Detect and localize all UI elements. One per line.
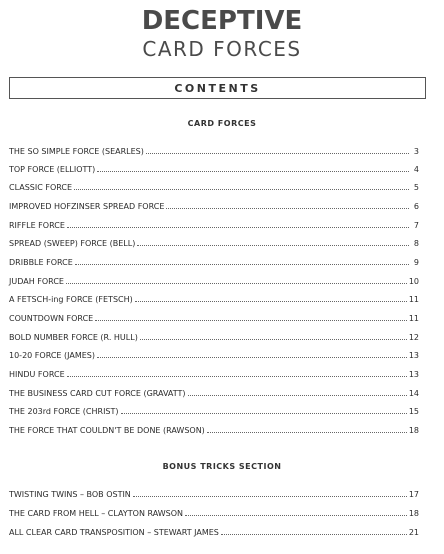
toc-entry-title: CLASSIC FORCE [9, 183, 73, 192]
toc-entry-page: 14 [408, 389, 419, 398]
toc-dot-leader [75, 264, 409, 265]
toc-entry[interactable] [9, 386, 419, 398]
toc-entry-title: HINDU FORCE [9, 370, 65, 379]
book-subtitle: CARD FORCES [142, 37, 302, 61]
toc-entry[interactable] [9, 404, 419, 416]
contents-label: CONTENTS [174, 81, 261, 95]
toc-entry[interactable] [9, 367, 419, 379]
toc-entry-page: 8 [413, 239, 419, 248]
toc-entry-title: THE SO SIMPLE FORCE (SEARLES) [9, 147, 144, 156]
toc-entry-page: 13 [408, 351, 419, 360]
toc-entry-title: SPREAD (SWEEP) FORCE (BELL) [9, 239, 136, 248]
toc-entry-title: BOLD NUMBER FORCE (R. HULL) [9, 333, 138, 342]
toc-entry-page: 13 [408, 370, 419, 379]
toc-entry-page: 10 [408, 277, 419, 286]
toc-entry[interactable] [9, 525, 419, 537]
toc-dot-leader [188, 395, 407, 396]
toc-entry[interactable] [9, 330, 419, 342]
toc-dot-leader [140, 339, 407, 340]
toc-entry-title: COUNTDOWN FORCE [9, 314, 94, 323]
toc-entry-page: 18 [408, 426, 419, 435]
toc-entry-title: THE FORCE THAT COULDN'T BE DONE (RAWSON) [9, 426, 205, 435]
toc-entry-title: DRIBBLE FORCE [9, 258, 73, 267]
toc-entry[interactable] [9, 487, 419, 499]
toc-entry-page: 18 [408, 509, 419, 518]
toc-entry-title: 10-20 FORCE (JAMES) [9, 351, 95, 360]
contents-banner [9, 77, 426, 99]
toc-entry[interactable] [9, 274, 419, 286]
toc-entry-page: 11 [408, 314, 419, 323]
toc-entry-page: 12 [408, 333, 419, 342]
toc-entry[interactable] [9, 162, 419, 174]
toc-entry-title: IMPROVED HOFZINSER SPREAD FORCE [9, 202, 165, 211]
toc-entry[interactable] [9, 236, 419, 248]
toc-dot-leader [121, 413, 407, 414]
toc-entry-title: THE 203rd FORCE (CHRIST) [9, 407, 119, 416]
toc-dot-leader [95, 320, 407, 321]
toc-entry-page: 7 [413, 221, 419, 230]
toc-entry-page: 17 [408, 490, 419, 499]
toc-entry[interactable] [9, 348, 419, 360]
toc-dot-leader [221, 534, 407, 535]
toc-entry[interactable] [9, 292, 419, 304]
toc-entry-page: 3 [413, 147, 419, 156]
toc-dot-leader [146, 153, 409, 154]
toc-entry-page: 11 [408, 295, 419, 304]
book-title: DECEPTIVE [141, 6, 303, 36]
toc-entry-title: RIFFLE FORCE [9, 221, 65, 230]
toc-entry-page: 6 [413, 202, 419, 211]
toc-entry-page: 21 [408, 528, 419, 537]
section-heading-bonus-tricks: BONUS TRICKS SECTION [162, 462, 282, 471]
toc-entry-title: ALL CLEAR CARD TRANSPOSITION – STEWART JAMES [9, 528, 219, 537]
toc-entry-title: THE BUSINESS CARD CUT FORCE (GRAVATT) [9, 389, 186, 398]
toc-entry-title: TOP FORCE (ELLIOTT) [9, 165, 96, 174]
section-heading-card-forces: CARD FORCES [187, 119, 257, 128]
toc-dot-leader [67, 376, 407, 377]
toc-dot-leader [185, 515, 407, 516]
toc-entry[interactable] [9, 255, 419, 267]
toc-entry[interactable] [9, 311, 419, 323]
toc-entry[interactable] [9, 180, 419, 192]
toc-entry-page: 5 [413, 183, 419, 192]
toc-dot-leader [67, 227, 409, 228]
toc-entry-title: A FETSCH-ing FORCE (FETSCH) [9, 295, 133, 304]
toc-entry-page: 15 [408, 407, 419, 416]
toc-entry-page: 4 [413, 165, 419, 174]
toc-dot-leader [97, 171, 409, 172]
toc-dot-leader [137, 245, 409, 246]
toc-dot-leader [207, 432, 407, 433]
toc-entry-title: THE CARD FROM HELL – CLAYTON RAWSON [9, 509, 184, 518]
toc-entry[interactable] [9, 218, 419, 230]
toc-entry[interactable] [9, 199, 419, 211]
toc-dot-leader [135, 301, 407, 302]
toc-dot-leader [133, 496, 407, 497]
toc-entry-title: JUDAH FORCE [9, 277, 64, 286]
toc-dot-leader [97, 357, 407, 358]
toc-dot-leader [66, 283, 407, 284]
toc-entry-page: 9 [413, 258, 419, 267]
toc-dot-leader [166, 208, 409, 209]
toc-entry-title: TWISTING TWINS – BOB OSTIN [9, 490, 131, 499]
toc-dot-leader [74, 189, 409, 190]
toc-entry[interactable] [9, 506, 419, 518]
toc-entry[interactable] [9, 144, 419, 156]
toc-entry[interactable] [9, 423, 419, 435]
